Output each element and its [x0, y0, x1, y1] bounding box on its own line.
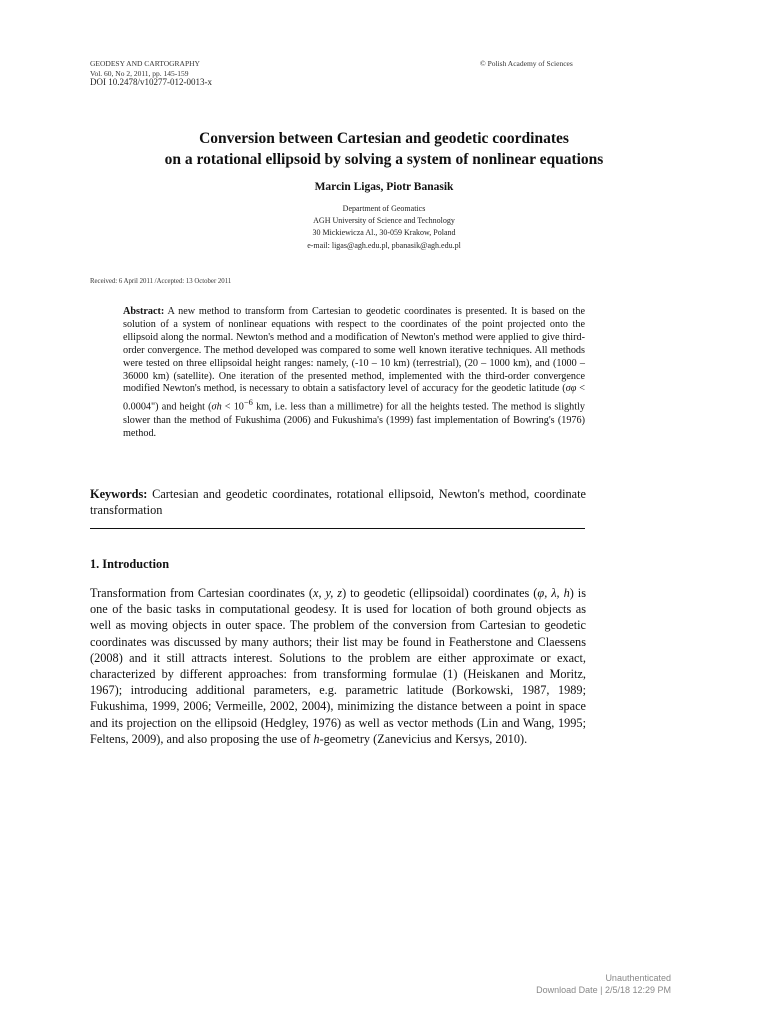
journal-header	[90, 59, 212, 88]
authors: Marcin Ligas, Piotr Banasik	[314, 181, 454, 193]
exponent: −6	[243, 397, 253, 408]
journal-volume: Vol. 60, No 2, 2011, pp. 145-159	[90, 68, 189, 78]
sigma-h-symbol: σh	[211, 401, 222, 413]
received-dates: Received: 6 April 2011 /Accepted: 13 October 2011	[90, 278, 232, 285]
doi: DOI 10.2478/v10277-012-0013-x	[90, 77, 212, 87]
abstract	[123, 306, 585, 440]
abstract-text-1: A new method to transform from Cartesian to geodetic coordinates is presented. It is based on the solution of a system of nonlinear equations with respect to the coordinates of the point projected onto the ellipsoid along the normal. Newton's method and a modification of Newton's method were applied to give third-order convergence. The method developed was compared to some well known iterative techniques. All methods were tested on three ellipsoidal height ranges: namely, (-10 – 10 km) (terrestrial), (20 – 1000 km), and (1000 – 36000 km) (satellite). One iteration of the presented method, implemented with the third-order convergence modified Newton's method, is necessary to obtain a satisfactory level of accuracy for the geodetic latitude (	[123, 306, 585, 395]
keywords-label: Keywords:	[90, 487, 148, 501]
affiliation-department: Department of Geomatics	[342, 204, 426, 213]
footer-download-date: Download Date | 2/5/18 12:29 PM	[536, 985, 671, 995]
intro-xyz: x, y, z	[313, 586, 343, 600]
affiliation-university: AGH University of Science and Technology	[313, 216, 455, 226]
title-line-2: on a rotational ellipsoid by solving a system of nonlinear equations	[164, 151, 604, 168]
intro-text-1: Transformation from Cartesian coordinates (	[90, 586, 313, 600]
abstract-text-4: km, i.e. less than a millimetre) for all the heights tested. The method is slightly slower than the method of Fukushima (2006) and Fukushima's (1999) fast implementation of Bowring's (1976) method.	[123, 401, 585, 439]
intro-h-geometry: h	[313, 731, 320, 746]
abstract-label: Abstract:	[123, 306, 165, 317]
intro-text-4: -geometry (Zanevicius and Kersys, 2010).	[319, 731, 528, 746]
intro-text-3: ) is one of the basic tasks in computational geodesy. It is used for location of both ground objects as well as moving objects in outer space. The problem of the conversion from Cartesian to geodetic coordinates was discussed by many authors; their list may be found in Featherstone and Claessens (2008) and it still attracts interest. Solutions to the problem are either approximate or exact, characterized by different approaches: from transforming formulae (1) (Heiskanen and Moritz, 1967); introducing additional parameters, e.g. parametric latitude (Borkowski, 1987, 1989; Fukushima, 1999, 2006; Vermeille, 2002, 2004), minimizing the distance between a point in space and its projection on the ellipsoid (Hedgley, 1976) as well as vector methods (Lin and Wang, 1995; Feltens, 2009), and also proposing the use of	[90, 586, 586, 746]
intro-text-2: ) to geodetic (ellipsoidal) coordinates (	[342, 586, 538, 600]
affiliation-email: e-mail: ligas@agh.edu.pl, pbanasik@agh.edu.pl	[307, 240, 461, 250]
affiliation-address: 30 Mickiewicza Al., 30-059 Krakow, Poland	[312, 228, 456, 238]
keywords	[90, 487, 586, 519]
section-divider	[90, 528, 585, 529]
paper-title	[60, 128, 708, 170]
journal-name: GEODESY AND CARTOGRAPHY	[90, 59, 200, 68]
download-footer	[536, 972, 671, 996]
title-line-1: Conversion between Cartesian and geodetic coordinates	[199, 130, 569, 147]
abstract-text-2: < 0.0004") and height (	[123, 383, 585, 413]
copyright-notice: © Polish Academy of Sciences	[480, 59, 573, 68]
introduction-paragraph	[90, 585, 586, 747]
section-heading: 1. Introduction	[90, 557, 170, 571]
footer-auth: Unauthenticated	[605, 973, 671, 983]
abstract-text-3: < 10	[221, 401, 244, 413]
keywords-text: Cartesian and geodetic coordinates, rotational ellipsoid, Newton's method, coordinate transformation	[90, 487, 586, 517]
affiliation	[60, 203, 708, 252]
sigma-phi-symbol: σφ	[565, 383, 577, 395]
intro-phi-lambda-h: φ, λ, h	[537, 586, 570, 600]
